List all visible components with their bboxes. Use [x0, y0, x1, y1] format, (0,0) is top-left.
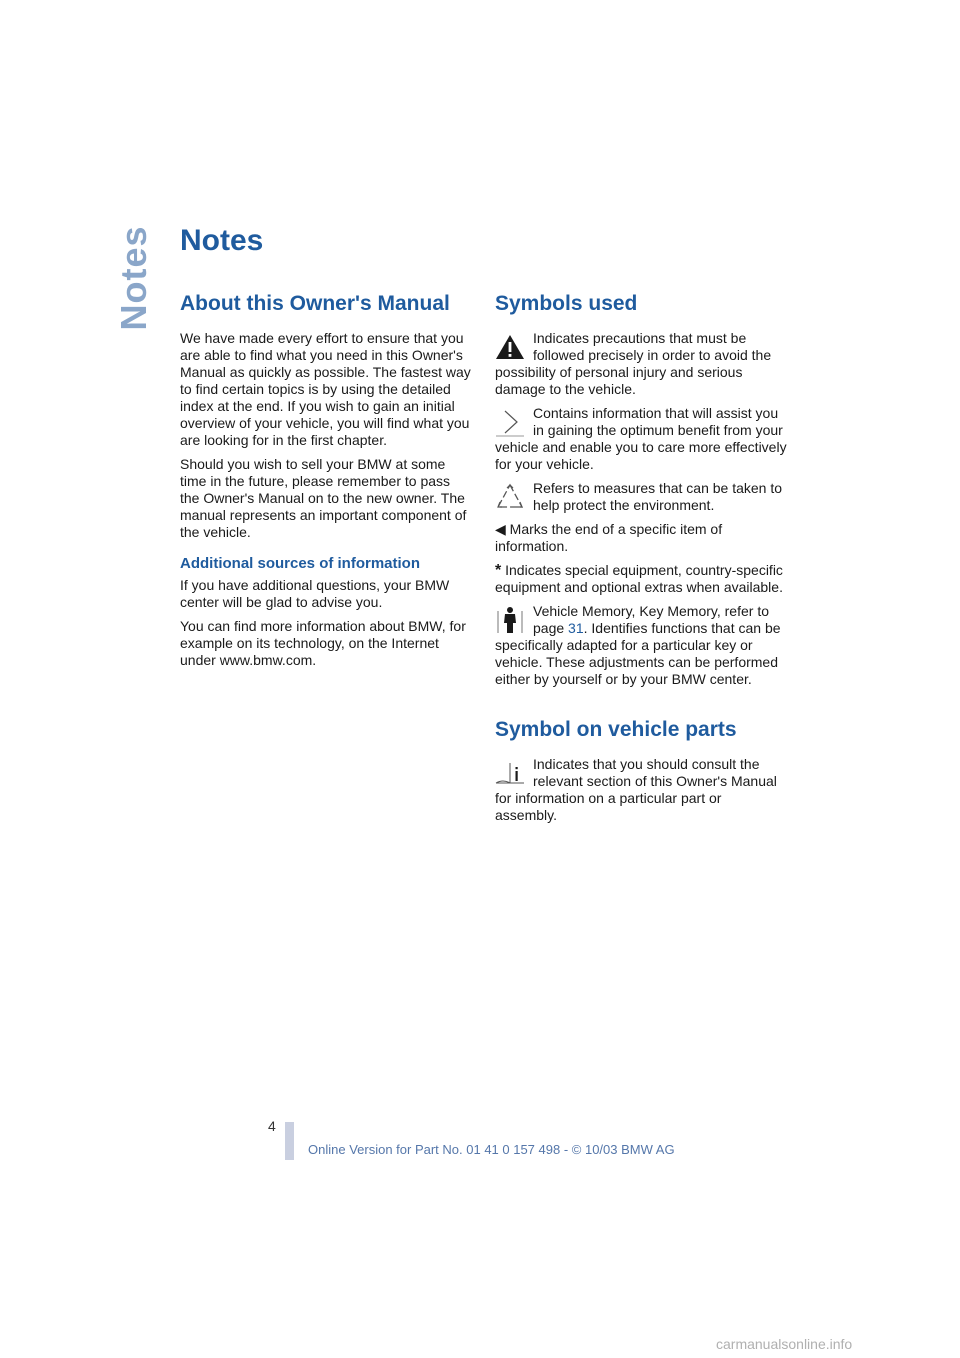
end-marker-text: Marks the end of a specific item of information.: [495, 521, 723, 554]
subheading-additional-sources: Additional sources of information: [180, 555, 421, 572]
symbol-memory-entry: [495, 603, 787, 688]
paragraph: You can find more information about BMW, for example on its technology, on the Internet under www.bmw.com.: [180, 618, 466, 668]
right-column: [495, 292, 787, 831]
paragraph: Should you wish to sell your BMW at some time in the future, please remember to pass the Owner's Manual on to the new owner. The manual represents an important component of the vehicle.: [180, 456, 467, 540]
symbol-info-entry: [495, 405, 787, 473]
info-arrow-icon: [495, 407, 525, 437]
left-column: [180, 292, 472, 676]
symbol-memory-text-before: Vehicle Memory, Key Memory, refer to page: [533, 603, 769, 636]
section-heading-symbols: Symbols used: [495, 292, 638, 315]
symbol-warning-entry: [495, 330, 787, 398]
section-heading-about: About this Owner's Manual: [180, 292, 450, 315]
symbol-environment-text: Refers to measures that can be taken to help protect the environment.: [533, 480, 783, 513]
recycle-icon: [495, 482, 525, 512]
paragraph: If you have additional questions, your BMW center will be glad to advise you.: [180, 577, 450, 610]
person-memory-icon: [495, 605, 525, 635]
symbol-environment-entry: [495, 480, 787, 514]
end-marker-entry: [495, 521, 787, 555]
symbol-warning-text: Indicates precautions that must be followed precisely in order to avoid the possibility of personal injury and serious damage to the vehicle.: [495, 330, 772, 397]
end-marker-symbol: ◀: [495, 521, 506, 537]
warning-triangle-icon: [495, 332, 525, 362]
page-link-31[interactable]: 31: [568, 620, 584, 636]
star-marker-symbol: *: [495, 562, 502, 579]
symbol-info-text: Contains information that will assist you in gaining the optimum benefit from your vehicle and enable you to care more effectively for your vehicle.: [495, 405, 787, 472]
page-number: 4: [268, 1118, 276, 1134]
symbol-manual-entry: [495, 756, 787, 824]
side-tab-label: Notes: [113, 225, 154, 331]
side-tab: [112, 225, 156, 331]
footer-text: Online Version for Part No. 01 41 0 157 498 - © 10/03 BMW AG: [308, 1142, 675, 1157]
watermark: carmanualsonline.info: [716, 1336, 853, 1352]
paragraph: We have made every effort to ensure that you are able to find what you need in this Owner's Manual as quickly as possible. The fastest way to find certain topics is by using the detailed index at the end. If you wish to gain an initial overview of your vehicle, you will find what you are looking for in the first chapter.: [180, 330, 471, 448]
symbol-manual-text: Indicates that you should consult the relevant section of this Owner's Manual for information on a particular part or assembly.: [495, 756, 777, 823]
star-marker-entry: [495, 562, 787, 596]
footer-bar: [285, 1122, 294, 1160]
symbol-memory-text-after: . Identifies functions that can be specifically adapted for a particular key or vehicle. These adjustments can be performed either by yourself or by your BMW center.: [495, 620, 781, 687]
manual-book-icon: [495, 758, 525, 788]
star-marker-text: Indicates special equipment, country-specific equipment and optional extras when available.: [495, 562, 783, 595]
page-title: Notes: [180, 224, 264, 257]
section-heading-vehicle-parts: Symbol on vehicle parts: [495, 718, 737, 741]
